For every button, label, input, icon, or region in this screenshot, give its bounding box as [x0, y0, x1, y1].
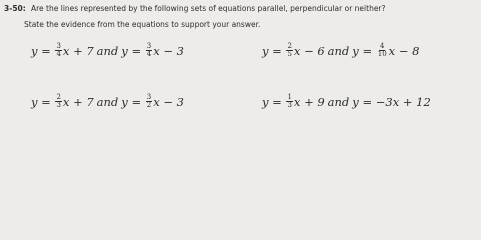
slope-fraction — [55, 43, 61, 58]
equals-sign: = — [268, 43, 286, 58]
and-word: and — [327, 94, 350, 109]
denominator: 3 — [56, 101, 61, 109]
denominator: 4 — [146, 50, 152, 58]
and-word: and — [96, 94, 119, 109]
equation-rest: x + 9 — [293, 94, 325, 109]
instruction-text: State the evidence from the equations to support your answer. — [24, 20, 261, 29]
y-variable: y — [262, 94, 269, 109]
slope-fraction — [55, 94, 61, 109]
equation-rest: x + 7 — [62, 43, 94, 58]
and-word: and — [327, 43, 350, 58]
y-variable: y — [121, 43, 128, 58]
equation-rest: x − 8 — [388, 43, 420, 58]
denominator: 4 — [56, 50, 61, 58]
equals-sign: = — [268, 94, 286, 109]
y-variable: y — [31, 43, 38, 58]
equals-sign: = — [127, 43, 145, 58]
equals-sign: = — [127, 94, 145, 109]
equation-rest: x − 3 — [153, 43, 184, 58]
numerator: 3 — [146, 93, 152, 101]
denominator: 5 — [287, 50, 292, 58]
y-variable: y — [262, 43, 269, 58]
numerator: 2 — [287, 42, 292, 50]
equation-rest: x − 3 — [153, 94, 184, 109]
y-variable: y — [31, 94, 38, 109]
equation-pair-1 — [31, 43, 184, 58]
y-variable: y — [352, 94, 359, 109]
denominator: 3 — [287, 101, 292, 109]
equals-sign: = — [37, 94, 55, 109]
question-text: Are the lines represented by the following sets of equations parallel, perpendicular or neither? — [31, 4, 386, 13]
numerator: 2 — [56, 93, 61, 101]
problem-number: 3-50: — [4, 4, 26, 13]
y-variable: y — [121, 94, 128, 109]
denominator: 10 — [377, 50, 387, 58]
numerator: 4 — [379, 42, 385, 50]
numerator: 3 — [56, 42, 61, 50]
equation-rest: = −3x + 12 — [358, 94, 431, 109]
denominator: 2 — [146, 101, 152, 109]
slope-fraction — [286, 43, 292, 58]
slope-fraction — [286, 94, 292, 109]
y-variable: y — [352, 43, 359, 58]
equation-pair-2 — [262, 43, 419, 58]
equals-sign: = — [358, 43, 376, 58]
slope-fraction — [377, 43, 388, 58]
equation-rest: x − 6 — [293, 43, 325, 58]
equals-sign: = — [37, 43, 55, 58]
numerator: 1 — [287, 93, 292, 101]
numerator: 3 — [146, 42, 152, 50]
equation-pair-3 — [31, 94, 184, 109]
and-word: and — [96, 43, 119, 58]
slope-fraction — [146, 94, 152, 109]
equation-rest: x + 7 — [62, 94, 94, 109]
slope-fraction — [146, 43, 152, 58]
equation-pair-4 — [262, 94, 431, 109]
